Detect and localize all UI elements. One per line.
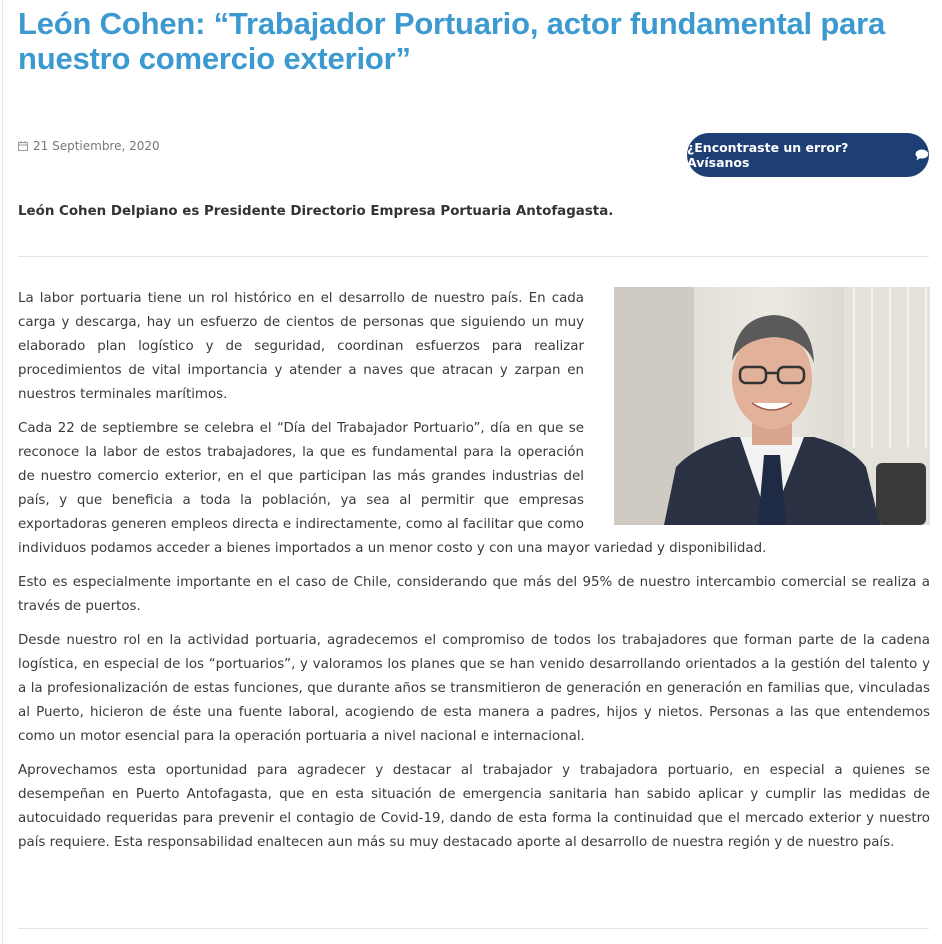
divider (18, 256, 929, 257)
article-body (18, 287, 930, 865)
author-portrait-image (614, 287, 930, 525)
calendar-icon (18, 141, 28, 151)
article-paragraph-5: Aprovechamos esta oportunidad para agradecer y destacar al trabajador y trabajadora portuario, en especial a quienes se desempeñan en Puerto Antofagasta, que en esta situación de emergencia sanitaria han sabido aplicar y cumplir las medidas de autocuidado requeridas para prevenir el contagio de Covid-19, dando de esta forma la continuidad que el mercado exterior y nuestro país requiere. Esta responsabilidad enaltecen aun más su muy destacado aporte al desarrollo de nuestra región y de nuestro país. (18, 763, 930, 851)
report-error-button[interactable] (687, 133, 929, 177)
article-paragraph-2: Cada 22 de septiembre se celebra el “Día del Trabajador Portuario”, día en que se reconoce la labor de estos trabajadores, la que es fundamental para la operación de nuestro comercio exterior, en el que participan las más grandes industrias del país, y que beneficia a toda la población, ya sea al permitir que empresas exportadoras generen empleos directa e indirectamente, como al facilitar que como individuos podamos acceder a bienes importados a un menor costo y con una mayor variedad y disponibilidad. (18, 421, 767, 556)
article-date: 21 Septiembre, 2020 (33, 139, 160, 153)
article-date-row (18, 139, 160, 153)
article-paragraph-1: La labor portuaria tiene un rol histórico en el desarrollo de nuestro país. En cada carga y descarga, hay un esfuerzo de cientos de personas que siguiendo un muy elaborado plan logístico y de seguridad, coordinan esfuerzos para realizar procedimientos de vital importancia y atender a naves que atracan y zarpan en nuestros terminales marítimos. (18, 291, 584, 402)
chat-bubble-icon (915, 149, 929, 161)
article-title: León Cohen: “Trabajador Portuario, actor fundamental para nuestro comercio exterior” (18, 6, 886, 76)
article-paragraph-4: Desde nuestro rol en la actividad portuaria, agradecemos el compromiso de todos los trabajadores que forman parte de la cadena logística, en especial de los “portuarios”, y valoramos los planes que se han venido desarrollando orientados a la gestión del talento y a la profesionalización de estas funciones, que durante años se transmitieron de generación en generación en familias que, vinculadas al Puerto, hicieron de éste una fuente laboral, acogiendo de esta manera a padres, hijos y nietos. Personas a las que entendemos como un motor esencial para la operación portuaria a nivel nacional e internacional. (18, 633, 930, 744)
article-paragraph-3: Esto es especialmente importante en el caso de Chile, considerando que más del 95% de nuestro intercambio comercial se realiza a través de puertos. (18, 574, 930, 614)
divider-bottom (18, 928, 929, 929)
article-lead: León Cohen Delpiano es Presidente Directorio Empresa Portuaria Antofagasta. (18, 204, 614, 219)
left-border (2, 0, 3, 944)
report-error-label: ¿Encontraste un error? Avísanos (687, 140, 849, 170)
